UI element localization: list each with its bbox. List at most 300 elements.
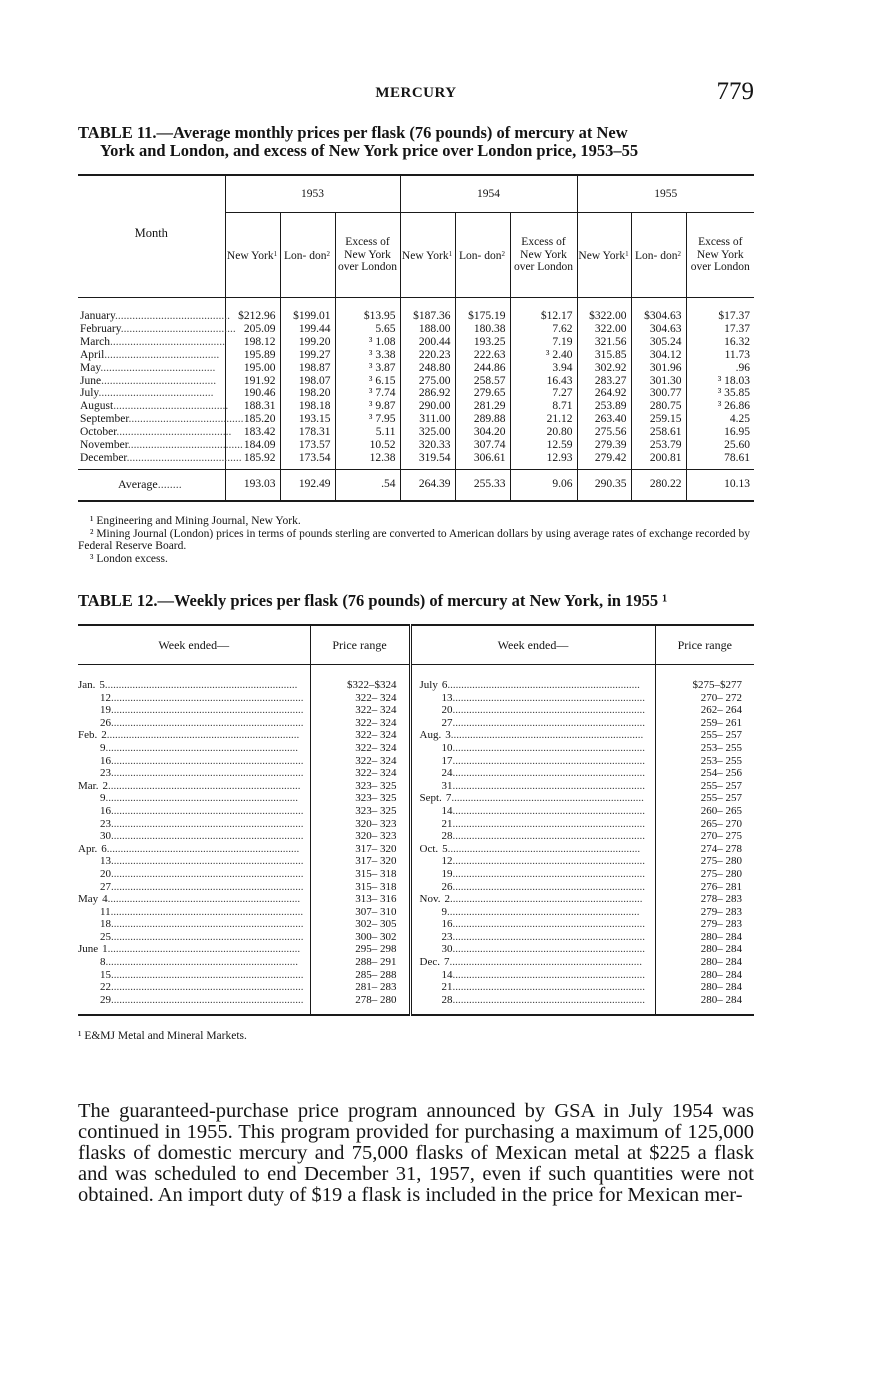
avg-cell: 10.13: [686, 469, 754, 501]
table12-row: [78, 742, 754, 755]
price-range-cell: 275– 280: [655, 855, 754, 868]
price-cell: 253.89: [577, 400, 631, 413]
table11-row: [78, 336, 754, 349]
price-cell: 315.85: [577, 349, 631, 362]
price-range-cell: 322– 324: [310, 692, 410, 705]
price-cell: 12.59: [510, 439, 577, 452]
price-range-cell: 322– 324: [310, 717, 410, 730]
price-cell: 304.63: [631, 323, 686, 336]
price-cell: 283.27: [577, 375, 631, 388]
price-cell: $17.37: [686, 298, 754, 323]
col-excess-1953: Excess of New York over London: [335, 213, 400, 298]
table11-body: [78, 298, 754, 470]
month-cell: October........................................: [80, 426, 232, 439]
price-cell: 263.40: [577, 413, 631, 426]
table12-row: [78, 906, 754, 919]
price-cell: 222.63: [455, 349, 510, 362]
price-cell: 193.15: [280, 413, 335, 426]
table11-row: [78, 362, 754, 375]
price-cell: 322.00: [577, 323, 631, 336]
week-cell: 12......................................................................: [410, 855, 655, 868]
price-cell: 12.38: [335, 452, 400, 469]
price-cell: 188.31: [225, 400, 280, 413]
price-cell: 289.88: [455, 413, 510, 426]
table12-week-header-left: Week ended—: [78, 625, 310, 665]
price-cell: 17.37: [686, 323, 754, 336]
price-cell: 10.52: [335, 439, 400, 452]
week-cell: 21......................................................................: [410, 818, 655, 831]
table12-row: [78, 818, 754, 831]
col-new-york-1954: New York$^1$: [400, 213, 455, 298]
month-cell: August........................................: [80, 400, 229, 413]
week-cell: 10......................................................................: [410, 742, 655, 755]
price-cell: ³ 26.86: [686, 400, 754, 413]
price-cell: 301.30: [631, 375, 686, 388]
price-cell: 258.61: [631, 426, 686, 439]
week-cell: 11......................................................................: [100, 905, 304, 918]
price-cell: 8.71: [510, 400, 577, 413]
table12-row: [78, 981, 754, 994]
price-range-cell: 255– 257: [655, 792, 754, 805]
running-head-title: MERCURY: [375, 85, 457, 101]
price-cell: 300.77: [631, 387, 686, 400]
price-cell: ³ 7.95: [335, 413, 400, 426]
price-range-cell: 317– 320: [310, 855, 410, 868]
table12-row: [78, 780, 754, 793]
price-range-cell: $275–$277: [655, 665, 754, 692]
price-cell: $304.63: [631, 298, 686, 323]
body-paragraph: The guaranteed-purchase price program announced by GSA in July 1954 was continued in 1955. This program provided for purchasing a maximum of 125,000 flasks of domestic mercury and 75,000 flasks of Mexican metal at $225 a flask and was scheduled to end December 31, 1957, even if such quantities were not obtained. An import duty of $19 a flask is included in the price for Mexican mer-: [78, 1099, 754, 1206]
price-range-cell: 255– 257: [655, 729, 754, 742]
price-cell: 198.87: [280, 362, 335, 375]
week-cell: 16......................................................................: [100, 804, 304, 817]
table12-row: [78, 704, 754, 717]
price-cell: 325.00: [400, 426, 455, 439]
table11-year-1953: 1953: [225, 175, 400, 213]
price-range-cell: 260– 265: [655, 805, 754, 818]
week-cell: 31......................................................................: [410, 780, 655, 793]
price-cell: 198.12: [225, 336, 280, 349]
price-cell: 301.96: [631, 362, 686, 375]
price-range-cell: 315– 318: [310, 868, 410, 881]
week-cell: 14......................................................................: [410, 969, 655, 982]
table11-caption-line2: York and London, and excess of New York price over London price, 1953–55: [100, 141, 639, 160]
table11-row: [78, 323, 754, 336]
price-range-cell: 279– 283: [655, 906, 754, 919]
price-cell: 286.92: [400, 387, 455, 400]
week-cell: June 1......................................................................: [78, 943, 301, 956]
price-cell: $212.96: [225, 298, 280, 323]
price-range-cell: 307– 310: [310, 906, 410, 919]
price-range-cell: 320– 323: [310, 830, 410, 843]
price-range-cell: 315– 318: [310, 881, 410, 894]
avg-cell: 264.39: [400, 469, 455, 501]
table11-footnotes: [78, 515, 756, 565]
price-cell: ³ 7.74: [335, 387, 400, 400]
price-range-cell: 278– 280: [310, 994, 410, 1016]
week-cell: 29......................................................................: [78, 994, 310, 1016]
price-range-cell: 323– 325: [310, 792, 410, 805]
price-cell: ³ 35.85: [686, 387, 754, 400]
price-cell: 279.42: [577, 452, 631, 469]
price-cell: 199.27: [280, 349, 335, 362]
table12-row: [78, 881, 754, 894]
table12-row: [78, 792, 754, 805]
price-range-cell: 280– 284: [655, 943, 754, 956]
table11-average-row: [78, 469, 754, 501]
price-cell: 12.93: [510, 452, 577, 469]
price-cell: 279.39: [577, 439, 631, 452]
price-cell: 16.43: [510, 375, 577, 388]
week-cell: 30......................................................................: [410, 943, 655, 956]
table12-row: [78, 969, 754, 982]
price-cell: 193.25: [455, 336, 510, 349]
price-range-cell: 300– 302: [310, 931, 410, 944]
price-cell: 264.92: [577, 387, 631, 400]
col-excess-1955: Excess of New York over London: [686, 213, 754, 298]
table11-caption-line1: TABLE 11.—Average monthly prices per flask (76 pounds) of mercury at New: [78, 123, 628, 142]
week-cell: 23......................................................................: [100, 767, 304, 780]
week-cell: 16......................................................................: [100, 754, 304, 767]
price-cell: 190.46: [225, 387, 280, 400]
price-cell: 200.81: [631, 452, 686, 469]
table12-row: [78, 767, 754, 780]
table11-row: [78, 400, 754, 413]
week-cell: Jan. 5......................................................................: [78, 679, 298, 691]
price-cell: 3.94: [510, 362, 577, 375]
price-range-cell: 262– 264: [655, 704, 754, 717]
week-cell: Mar. 2......................................................................: [78, 779, 301, 792]
price-cell: 11.73: [686, 349, 754, 362]
table12-body: [78, 665, 754, 1016]
price-range-cell: 265– 270: [655, 818, 754, 831]
avg-cell: 9.06: [510, 469, 577, 501]
table12-row: [78, 931, 754, 944]
price-cell: $13.95: [335, 298, 400, 323]
price-cell: $322.00: [577, 298, 631, 323]
table11-month-header: Month: [78, 175, 225, 298]
avg-cell: 192.49: [280, 469, 335, 501]
price-cell: 200.44: [400, 336, 455, 349]
price-range-cell: 317– 320: [310, 843, 410, 856]
price-cell: $199.01: [280, 298, 335, 323]
week-cell: 19......................................................................: [410, 868, 655, 881]
table11-row: [78, 426, 754, 439]
price-cell: 195.89: [225, 349, 280, 362]
price-range-cell: 322– 324: [310, 755, 410, 768]
price-range-cell: 322– 324: [310, 729, 410, 742]
price-cell: 20.80: [510, 426, 577, 439]
price-cell: 173.57: [280, 439, 335, 452]
table12-row: [78, 994, 754, 1016]
week-cell: Sept. 7......................................................................: [410, 792, 655, 805]
avg-cell: 255.33: [455, 469, 510, 501]
week-cell: 12......................................................................: [100, 691, 304, 704]
table11-row: [78, 452, 754, 469]
price-cell: 290.00: [400, 400, 455, 413]
table12-caption: TABLE 12.—Weekly prices per flask (76 pounds) of mercury at New York, in 1955 ¹: [78, 591, 668, 610]
table11-row: [78, 413, 754, 426]
week-cell: 26......................................................................: [410, 881, 655, 894]
price-cell: 307.74: [455, 439, 510, 452]
price-cell: 281.29: [455, 400, 510, 413]
week-cell: Aug. 3......................................................................: [410, 729, 655, 742]
table12-row: [78, 692, 754, 705]
week-cell: 9......................................................................: [410, 906, 655, 919]
price-cell: 5.11: [335, 426, 400, 439]
table11-year-1954: 1954: [400, 175, 577, 213]
price-range-cell: 322– 324: [310, 767, 410, 780]
price-cell: 275.56: [577, 426, 631, 439]
price-cell: 199.20: [280, 336, 335, 349]
week-cell: 20......................................................................: [410, 704, 655, 717]
price-cell: 319.54: [400, 452, 455, 469]
price-cell: 321.56: [577, 336, 631, 349]
price-cell: 248.80: [400, 362, 455, 375]
col-london-1954: Lon- don$^2$: [455, 213, 510, 298]
average-label: Average........: [78, 469, 225, 501]
price-range-cell: 253– 255: [655, 755, 754, 768]
table12-row: [78, 665, 754, 692]
week-cell: 20......................................................................: [100, 867, 304, 880]
price-cell: 7.62: [510, 323, 577, 336]
price-range-cell: 281– 283: [310, 981, 410, 994]
price-cell: 78.61: [686, 452, 754, 469]
footnote-1: ¹ Engineering and Mining Journal, New York.: [90, 515, 301, 527]
table12-row: [78, 830, 754, 843]
price-cell: $175.19: [455, 298, 510, 323]
price-range-cell: 274– 278: [655, 843, 754, 856]
price-cell: 25.60: [686, 439, 754, 452]
price-range-cell: 280– 284: [655, 994, 754, 1016]
table12-row: [78, 843, 754, 856]
week-cell: 26......................................................................: [100, 716, 304, 729]
month-cell: December........................................: [80, 451, 242, 464]
table12-footnote: ¹ E&MJ Metal and Mineral Markets.: [78, 1030, 247, 1042]
avg-cell: 193.03: [225, 469, 280, 501]
price-range-cell: 253– 255: [655, 742, 754, 755]
week-cell: 22......................................................................: [100, 981, 304, 994]
week-cell: Oct. 5......................................................................: [410, 843, 655, 856]
month-cell: January........................................: [80, 310, 231, 322]
price-range-cell: 280– 284: [655, 956, 754, 969]
price-range-cell: 295– 298: [310, 943, 410, 956]
price-range-cell: 323– 325: [310, 780, 410, 793]
table12-row: [78, 729, 754, 742]
week-cell: 19......................................................................: [100, 704, 304, 717]
week-cell: 13......................................................................: [100, 855, 304, 868]
col-new-york-1953: New York$^1$: [225, 213, 280, 298]
week-cell: 23......................................................................: [100, 817, 304, 830]
price-cell: ³ 9.87: [335, 400, 400, 413]
price-range-cell: 278– 283: [655, 893, 754, 906]
week-cell: 9......................................................................: [100, 741, 298, 754]
week-cell: 23......................................................................: [410, 931, 655, 944]
price-cell: 183.42: [225, 426, 280, 439]
week-cell: 18......................................................................: [100, 918, 304, 931]
table12-row: [78, 855, 754, 868]
table11-year-1955: 1955: [577, 175, 754, 213]
price-range-cell: 255– 257: [655, 780, 754, 793]
table11-row: [78, 387, 754, 400]
week-cell: 27......................................................................: [100, 880, 304, 893]
price-cell: 16.32: [686, 336, 754, 349]
week-cell: 25......................................................................: [100, 930, 304, 943]
price-range-cell: 323– 325: [310, 805, 410, 818]
price-cell: 198.20: [280, 387, 335, 400]
table12-row: [78, 918, 754, 931]
col-new-york-1955: New York$^1$: [577, 213, 631, 298]
price-cell: 258.57: [455, 375, 510, 388]
footnote-2: ² Mining Journal (London) prices in terms of pounds sterling are converted to American dollars by using average rates of exchange recorded by Federal Reserve Board.: [78, 527, 751, 552]
price-cell: 191.92: [225, 375, 280, 388]
price-cell: 305.24: [631, 336, 686, 349]
price-cell: 304.20: [455, 426, 510, 439]
price-range-cell: 322– 324: [310, 704, 410, 717]
price-cell: 188.00: [400, 323, 455, 336]
table11: [78, 174, 754, 502]
price-range-cell: 276– 281: [655, 881, 754, 894]
table11-average: [78, 469, 754, 501]
price-range-cell: 279– 283: [655, 918, 754, 931]
week-cell: Dec. 7......................................................................: [410, 956, 655, 969]
price-range-cell: 259– 261: [655, 717, 754, 730]
price-cell: ³ 18.03: [686, 375, 754, 388]
price-cell: 205.09: [225, 323, 280, 336]
price-cell: 178.31: [280, 426, 335, 439]
price-cell: .96: [686, 362, 754, 375]
price-range-cell: 280– 284: [655, 931, 754, 944]
month-cell: July........................................: [80, 387, 214, 400]
avg-cell: .54: [335, 469, 400, 501]
price-cell: 4.25: [686, 413, 754, 426]
price-range-cell: 275– 280: [655, 868, 754, 881]
week-cell: 16......................................................................: [410, 918, 655, 931]
footnote-3: ³ London excess.: [90, 552, 168, 565]
table12-price-header-right: Price range: [655, 625, 754, 665]
price-range-cell: 288– 291: [310, 956, 410, 969]
price-cell: 280.75: [631, 400, 686, 413]
price-cell: 244.86: [455, 362, 510, 375]
table11-caption: [78, 124, 756, 160]
price-cell: 304.12: [631, 349, 686, 362]
price-cell: 180.38: [455, 323, 510, 336]
price-cell: 185.20: [225, 413, 280, 426]
month-cell: March........................................: [80, 335, 226, 348]
price-range-cell: 285– 288: [310, 969, 410, 982]
table11-row: [78, 298, 754, 323]
week-cell: July 6......................................................................: [410, 665, 655, 692]
price-cell: 320.33: [400, 439, 455, 452]
price-cell: ³ 2.40: [510, 349, 577, 362]
price-cell: 311.00: [400, 413, 455, 426]
week-cell: 8......................................................................: [100, 956, 298, 969]
price-cell: ³ 3.87: [335, 362, 400, 375]
price-range-cell: 270– 275: [655, 830, 754, 843]
table11-row: [78, 439, 754, 452]
table12-row: [78, 868, 754, 881]
table11-row: [78, 375, 754, 388]
week-cell: 24......................................................................: [410, 767, 655, 780]
week-cell: Feb. 2......................................................................: [78, 729, 300, 742]
price-cell: ³ 3.38: [335, 349, 400, 362]
price-cell: 7.27: [510, 387, 577, 400]
table11-row: [78, 349, 754, 362]
week-cell: 28......................................................................: [410, 994, 655, 1016]
week-cell: 28......................................................................: [410, 830, 655, 843]
price-cell: 198.07: [280, 375, 335, 388]
week-cell: Apr. 6......................................................................: [78, 842, 300, 855]
price-cell: 199.44: [280, 323, 335, 336]
week-cell: 14......................................................................: [410, 805, 655, 818]
price-cell: $12.17: [510, 298, 577, 323]
price-range-cell: 280– 284: [655, 969, 754, 982]
week-cell: 27......................................................................: [410, 717, 655, 730]
week-cell: 15......................................................................: [100, 968, 304, 981]
price-range-cell: 280– 284: [655, 981, 754, 994]
price-cell: $187.36: [400, 298, 455, 323]
week-cell: 13......................................................................: [410, 692, 655, 705]
price-range-cell: 270– 272: [655, 692, 754, 705]
price-cell: 184.09: [225, 439, 280, 452]
table12-row: [78, 943, 754, 956]
table12-row: [78, 717, 754, 730]
price-range-cell: 320– 323: [310, 818, 410, 831]
price-cell: 275.00: [400, 375, 455, 388]
price-cell: 195.00: [225, 362, 280, 375]
table12-week-header-right: Week ended—: [410, 625, 655, 665]
month-cell: November........................................: [80, 439, 243, 452]
running-head: [78, 80, 754, 110]
month-cell: April........................................: [80, 348, 220, 361]
price-cell: 173.54: [280, 452, 335, 469]
price-cell: 185.92: [225, 452, 280, 469]
month-cell: February........................................: [80, 322, 236, 335]
price-cell: 306.61: [455, 452, 510, 469]
col-london-1955: Lon- don$^2$: [631, 213, 686, 298]
price-cell: ³ 6.15: [335, 375, 400, 388]
table12-row: [78, 755, 754, 768]
price-cell: ³ 1.08: [335, 336, 400, 349]
week-cell: 17......................................................................: [410, 755, 655, 768]
table12-row: [78, 956, 754, 969]
price-range-cell: 322– 324: [310, 742, 410, 755]
price-cell: 253.79: [631, 439, 686, 452]
month-cell: September........................................: [80, 413, 244, 426]
price-cell: 21.12: [510, 413, 577, 426]
price-cell: 259.15: [631, 413, 686, 426]
col-london-1953: Lon- don$^2$: [280, 213, 335, 298]
week-cell: 21......................................................................: [410, 981, 655, 994]
week-cell: 9......................................................................: [100, 792, 298, 805]
week-cell: 30......................................................................: [100, 830, 304, 843]
price-cell: 220.23: [400, 349, 455, 362]
avg-cell: 290.35: [577, 469, 631, 501]
table12: [78, 624, 754, 1016]
price-cell: 5.65: [335, 323, 400, 336]
price-range-cell: 313– 316: [310, 893, 410, 906]
price-range-cell: $322–$324: [310, 665, 410, 692]
price-range-cell: 302– 305: [310, 918, 410, 931]
table12-row: [78, 805, 754, 818]
col-excess-1954: Excess of New York over London: [510, 213, 577, 298]
price-cell: 302.92: [577, 362, 631, 375]
avg-cell: 280.22: [631, 469, 686, 501]
week-cell: May 4......................................................................: [78, 893, 301, 906]
week-cell: Nov. 2......................................................................: [410, 893, 655, 906]
price-cell: 198.18: [280, 400, 335, 413]
price-range-cell: 254– 256: [655, 767, 754, 780]
